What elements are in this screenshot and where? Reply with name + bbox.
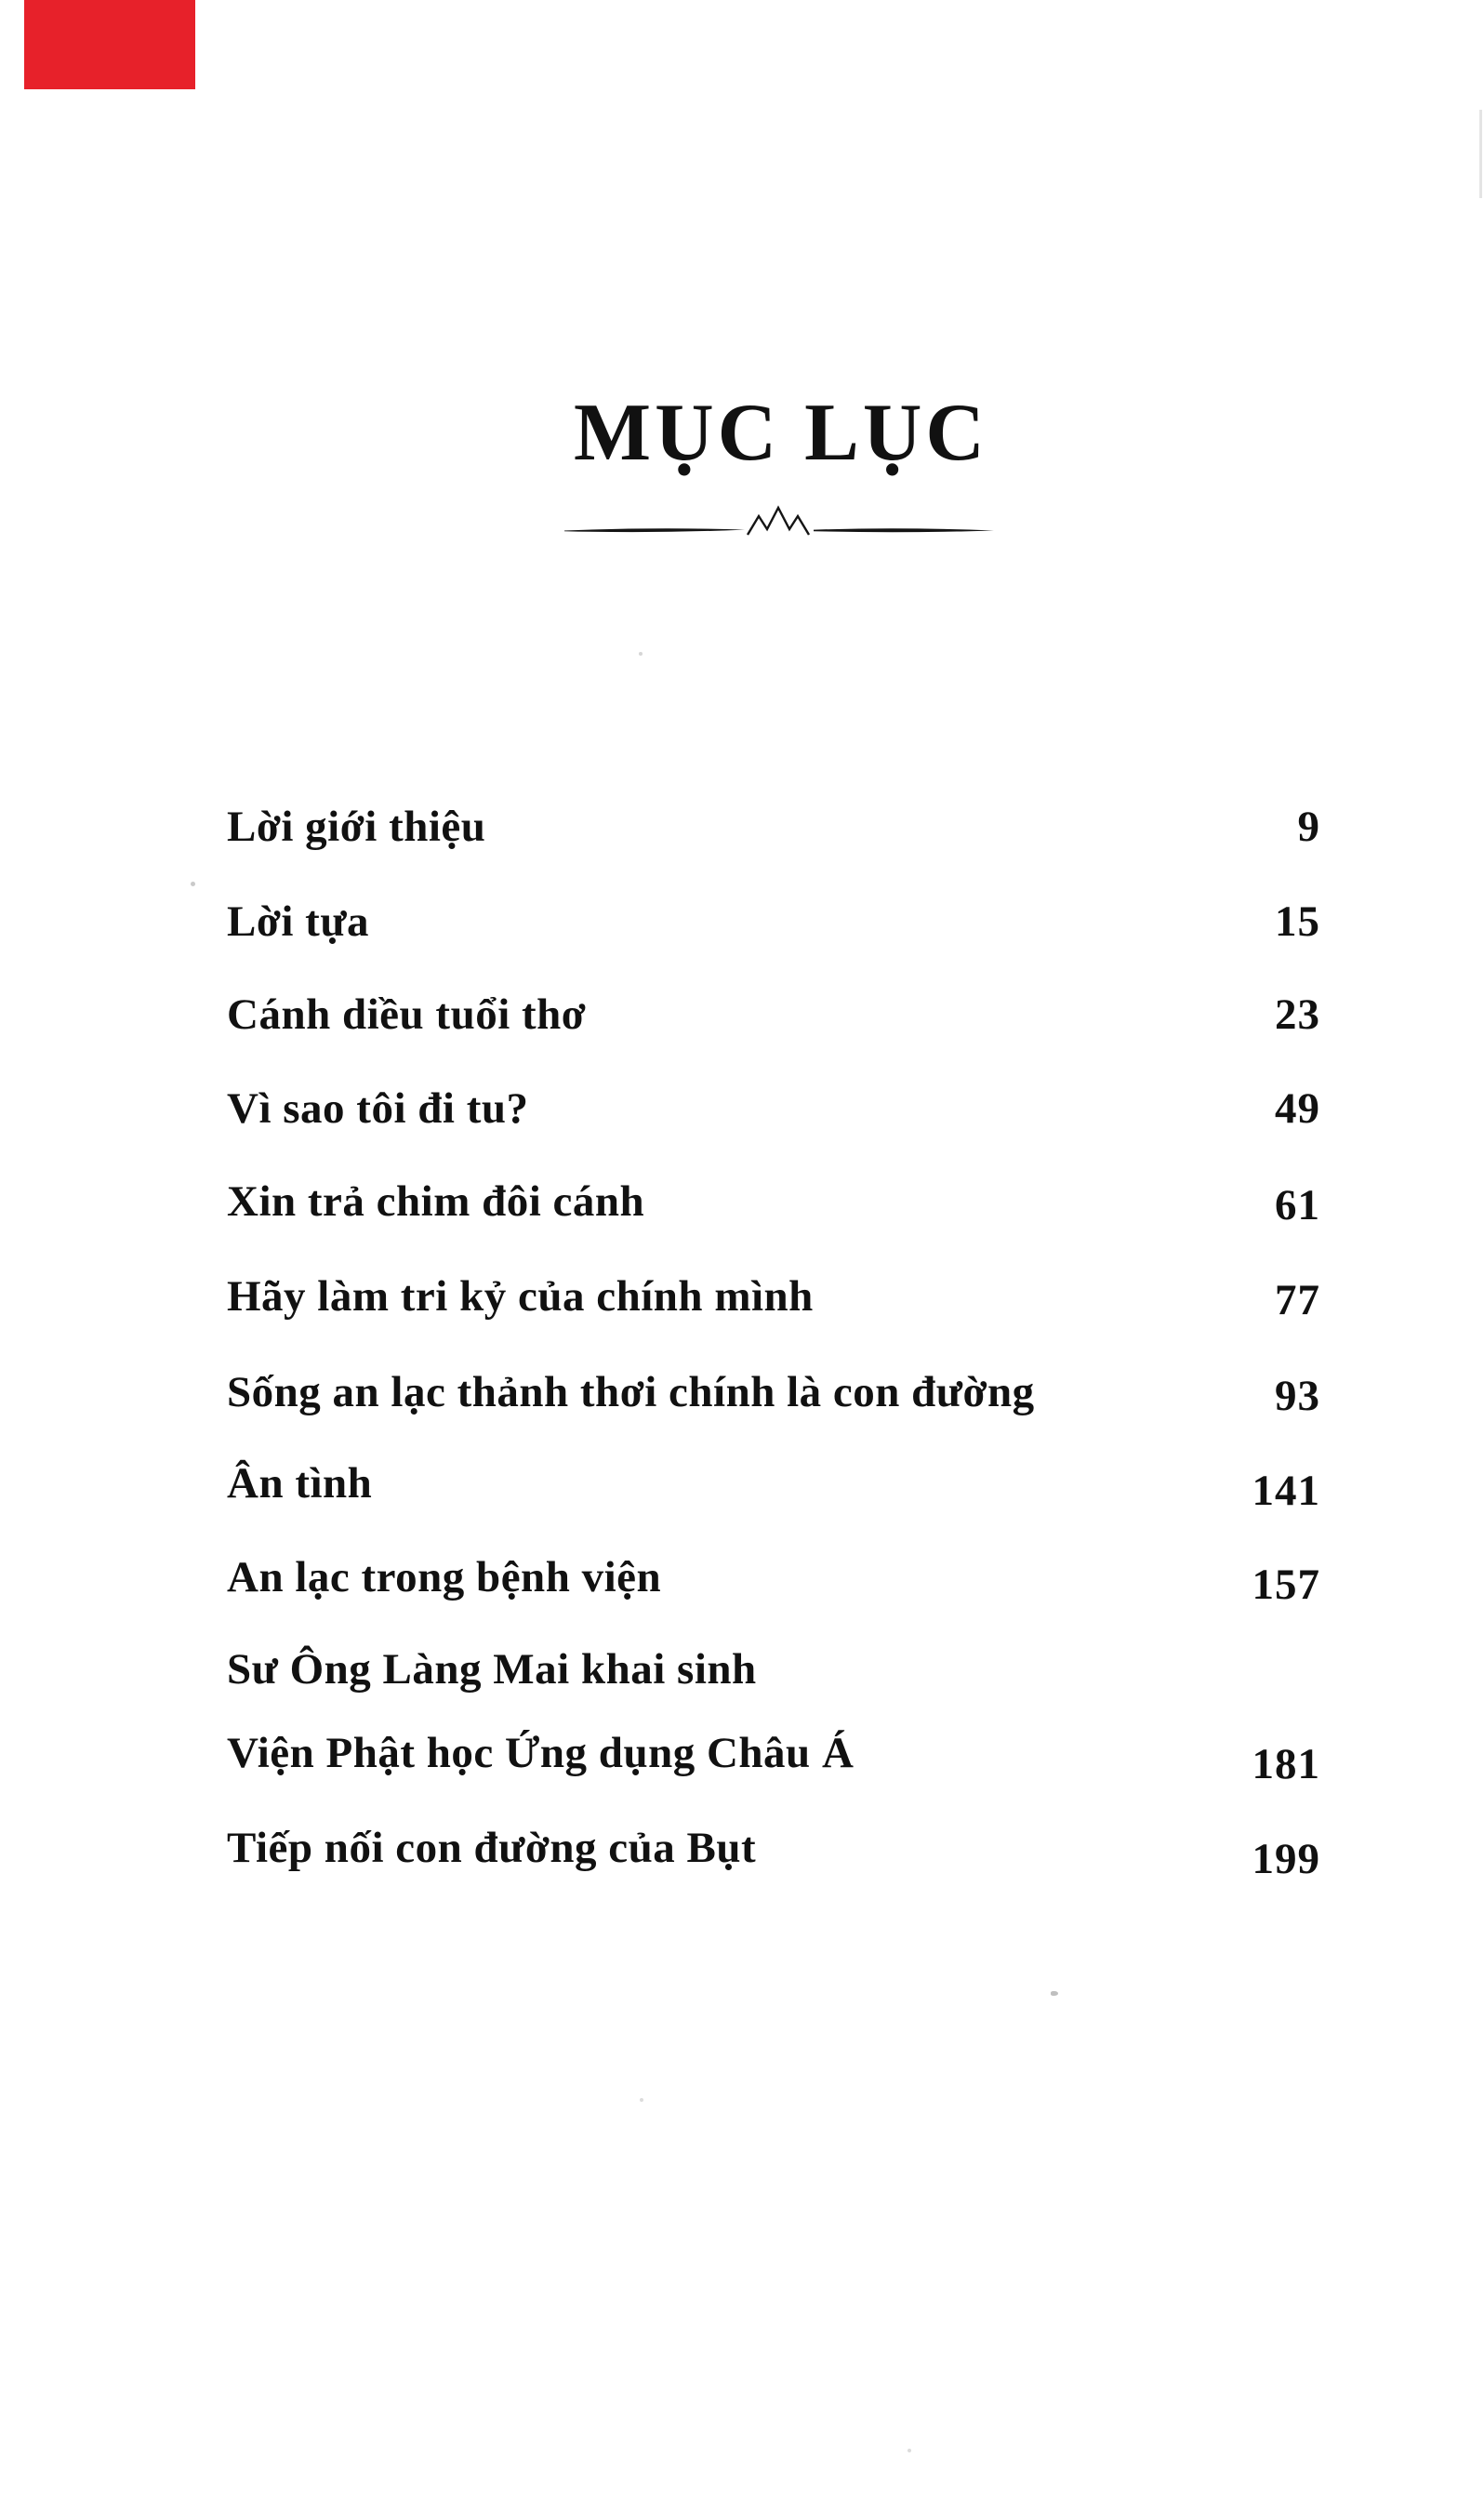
toc-entry-page: 199 bbox=[1252, 1835, 1320, 1883]
toc-entry-title: Tiếp nối con đường của Bụt bbox=[227, 1824, 757, 1872]
toc-entry-page: 15 bbox=[1275, 897, 1320, 946]
toc-entry bbox=[227, 986, 1320, 1043]
dust-speck bbox=[191, 882, 195, 886]
scan-edge-shadow bbox=[1479, 110, 1482, 198]
toc-entry bbox=[227, 1455, 1320, 1515]
toc-entry-title: Sư Ông Làng Mai khai sinh bbox=[227, 1645, 757, 1694]
toc-entry bbox=[227, 1363, 1320, 1421]
dust-speck bbox=[640, 2098, 643, 2102]
dust-speck bbox=[639, 652, 643, 656]
toc-entry bbox=[227, 1724, 1320, 1788]
toc-entry bbox=[227, 893, 1320, 950]
toc-entry-page: 61 bbox=[1275, 1181, 1320, 1229]
toc-entry-page: 181 bbox=[1252, 1740, 1320, 1788]
toc-entry bbox=[227, 1641, 1320, 1698]
toc-entry-title: Cánh diều tuổi thơ bbox=[227, 990, 587, 1039]
toc-entry bbox=[227, 1819, 1320, 1883]
dust-speck bbox=[908, 2449, 911, 2452]
toc-entry bbox=[227, 1173, 1320, 1230]
toc-entry-page: 77 bbox=[1275, 1276, 1320, 1324]
toc-entry-page: 9 bbox=[1297, 803, 1320, 851]
dust-speck bbox=[1051, 1991, 1058, 1996]
toc-entry-page: 23 bbox=[1275, 990, 1320, 1039]
toc-entry bbox=[227, 1268, 1320, 1325]
toc-entry-title: Viện Phật học Ứng dụng Châu Á bbox=[227, 1729, 855, 1777]
toc-entry-title: Xin trả chim đôi cánh bbox=[227, 1177, 645, 1226]
toc-entry bbox=[227, 1080, 1320, 1137]
toc-entry-title: Lời tựa bbox=[227, 897, 370, 946]
toc-entry bbox=[227, 1548, 1320, 1609]
toc-entry-title: Vì sao tôi đi tu? bbox=[227, 1084, 529, 1133]
toc-entry bbox=[227, 798, 1320, 856]
toc-entry-page: 141 bbox=[1252, 1467, 1320, 1515]
toc-entry-title: Ân tình bbox=[227, 1459, 373, 1508]
page-title: MỤC LỤC bbox=[574, 387, 988, 478]
toc-entry-title: Lời giới thiệu bbox=[227, 803, 486, 851]
toc-entry-title: An lạc trong bệnh viện bbox=[227, 1553, 662, 1601]
toc-entry-title: Hãy làm tri kỷ của chính mình bbox=[227, 1272, 814, 1321]
toc-entry-page: 93 bbox=[1275, 1372, 1320, 1420]
toc-entry-title: Sống an lạc thảnh thơi chính là con đường bbox=[227, 1368, 1035, 1416]
toc-entry-page: 49 bbox=[1275, 1084, 1320, 1133]
toc-entry-page: 157 bbox=[1252, 1561, 1320, 1609]
